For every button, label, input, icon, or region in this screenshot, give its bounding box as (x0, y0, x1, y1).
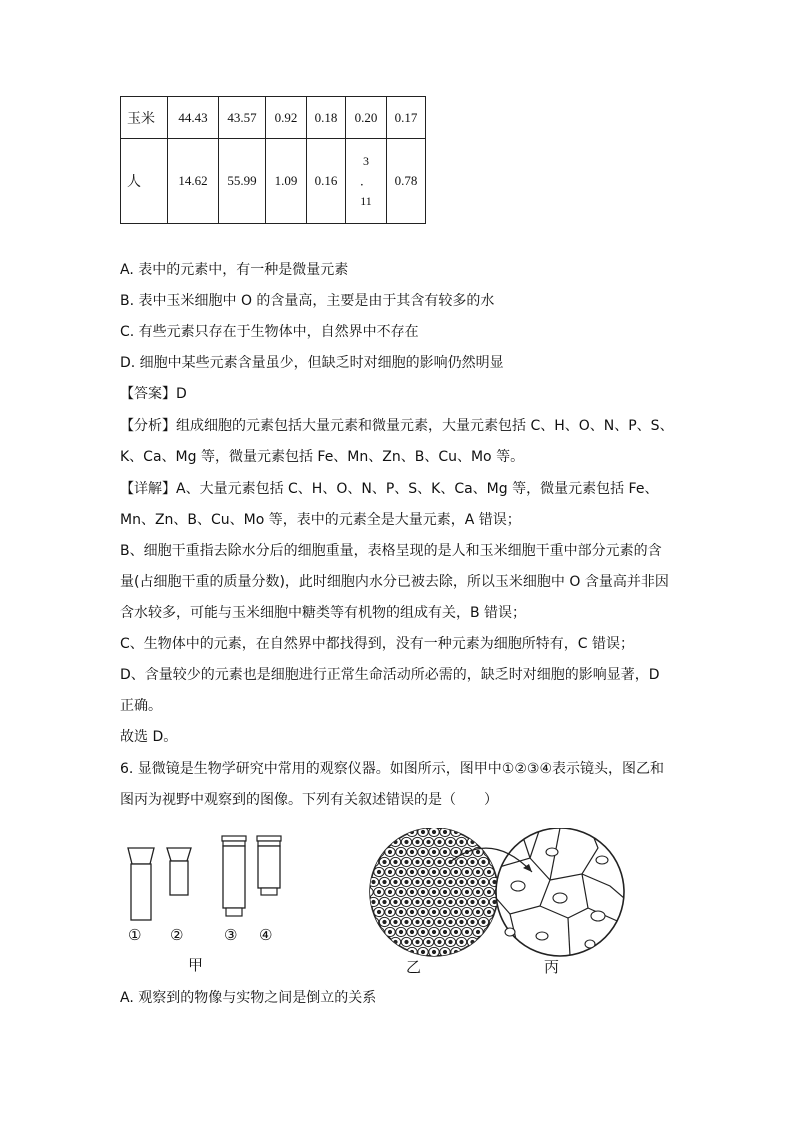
nucleus-icon (388, 890, 391, 893)
nucleus-icon (465, 870, 468, 873)
nucleus-icon (427, 900, 430, 903)
analysis-line: K、Ca、Mg 等，微量元素包括 Fe、Mn、Zn、B、Cu、Mo 等。 (120, 449, 525, 465)
stacked-digits: 11 (360, 194, 372, 208)
nucleus-icon (405, 840, 408, 843)
cell-icon (462, 828, 472, 837)
field-of-view-high-icon (496, 828, 624, 956)
figure-caption-jia: 甲 (188, 956, 204, 974)
nucleus-icon (482, 860, 485, 863)
nucleus-icon (476, 890, 479, 893)
nucleus-icon (493, 920, 496, 923)
nucleus-icon (377, 890, 380, 893)
cell-icon (363, 887, 373, 896)
row-label: 玉米 (121, 97, 168, 139)
lens-label-3: ③ (224, 926, 238, 944)
nucleus-icon (405, 900, 408, 903)
nucleus-icon (438, 840, 441, 843)
nucleus-icon (443, 870, 446, 873)
detail-line: C、生物体中的元素，在自然界中都找得到，没有一种元素为细胞所特有，C 错误； (120, 636, 634, 652)
nucleus-icon (438, 880, 441, 883)
table-cell: 14.62 (168, 139, 219, 224)
nucleus-icon (476, 850, 479, 853)
nucleus-icon (366, 890, 369, 893)
nucleus-icon (399, 910, 402, 913)
nucleus-icon (460, 900, 463, 903)
table-cell-stacked (346, 139, 387, 224)
nucleus-icon (471, 860, 474, 863)
microscope-figure (120, 828, 640, 978)
nucleus-icon (377, 850, 380, 853)
nucleus-icon (405, 860, 408, 863)
nucleus-icon (421, 910, 424, 913)
question6-option-a: A. 观察到的物像与实物之间是倒立的关系 (120, 990, 377, 1006)
nucleus-icon (383, 860, 386, 863)
answer-line: 【答案】D (120, 386, 187, 402)
nucleus-icon (449, 920, 452, 923)
nucleus-icon (410, 870, 413, 873)
nucleus-icon (427, 880, 430, 883)
nucleus-icon (482, 920, 485, 923)
nucleus-icon (410, 890, 413, 893)
nucleus-icon (449, 840, 452, 843)
nucleus-icon (460, 860, 463, 863)
nucleus-icon (449, 940, 452, 943)
detail-line: D、含量较少的元素也是细胞进行正常生命活动所必需的，缺乏时对细胞的影响显著，D (120, 667, 660, 683)
detail-line: 含水较多，可能与玉米细胞中糖类等有机物的组成有关，B 错误； (120, 605, 527, 621)
nucleus-icon (421, 930, 424, 933)
nucleus-icon (493, 860, 496, 863)
nucleus-icon (465, 950, 468, 953)
nucleus-icon (416, 940, 419, 943)
nucleus-icon (454, 930, 457, 933)
option-b: B. 表中玉米细胞中 O 的含量高，主要是由于其含有较多的水 (120, 293, 495, 309)
option-c: C. 有些元素只存在于生物体中，自然界中不存在 (120, 324, 419, 340)
nucleus-icon (383, 880, 386, 883)
nucleus-icon (388, 870, 391, 873)
nucleus-icon (399, 870, 402, 873)
table-cell: 44.43 (168, 97, 219, 139)
nucleus-icon (465, 930, 468, 933)
nucleus-icon (399, 830, 402, 833)
nucleus-icon (383, 920, 386, 923)
nucleus-icon (443, 890, 446, 893)
nucleus-icon (460, 920, 463, 923)
nucleus-icon (432, 910, 435, 913)
nucleus-icon (388, 910, 391, 913)
option-d: D. 细胞中某些元素含量虽少，但缺乏时对细胞的影响仍然明显 (120, 355, 504, 371)
nucleus-icon (438, 920, 441, 923)
nucleus-icon (471, 880, 474, 883)
nucleus-icon (460, 940, 463, 943)
detail-line: B、细胞干重指去除水分后的细胞重量，表格呈现的是人和玉米细胞干重中部分元素的含 (120, 543, 662, 559)
detail-line: 量(占细胞干重的质量分数)，此时细胞内水分已被去除，所以玉米细胞中 O 含量高并非因 (120, 574, 669, 590)
nucleus-icon (460, 880, 463, 883)
nucleus-icon (438, 940, 441, 943)
element-content-table (120, 96, 426, 224)
nucleus-icon (421, 950, 424, 953)
question6-line: 图丙为视野中观察到的图像。下列有关叙述错误的是（ ） (120, 792, 498, 808)
stacked-digit: 3 (363, 154, 369, 168)
nucleus-icon (377, 870, 380, 873)
table-cell: 0.92 (266, 97, 307, 139)
nucleus-icon (410, 910, 413, 913)
table-row-human (121, 139, 426, 224)
table-cell: 55.99 (219, 139, 266, 224)
nucleus-icon (427, 840, 430, 843)
cell-icon (374, 847, 384, 856)
nucleus-icon (427, 920, 430, 923)
nucleus-icon (482, 900, 485, 903)
option-a: A. 表中的元素中，有一种是微量元素 (120, 262, 349, 278)
nucleus-icon (493, 880, 496, 883)
nucleus-icon (416, 840, 419, 843)
table-row-corn (121, 97, 426, 139)
nucleus-icon (372, 900, 375, 903)
nucleus-icon (443, 830, 446, 833)
nucleus-icon (482, 880, 485, 883)
nucleus-icon (427, 940, 430, 943)
nucleus-icon (421, 890, 424, 893)
nucleus-icon (416, 880, 419, 883)
nucleus-icon (438, 860, 441, 863)
nucleus-icon (432, 830, 435, 833)
figure-caption-bing: 丙 (544, 958, 560, 976)
nucleus-icon (443, 950, 446, 953)
objective-long-icon (222, 836, 246, 916)
nucleus-icon (405, 880, 408, 883)
nucleus-icon (416, 860, 419, 863)
nucleus-icon (487, 910, 490, 913)
cell-icon (484, 927, 494, 936)
nucleus-icon (465, 910, 468, 913)
nucleus-icon (443, 850, 446, 853)
lens-label-2: ② (170, 926, 184, 944)
detail-line: 【详解】A、大量元素包括 C、H、O、N、P、S、K、Ca、Mg 等，微量元素包括 Fe、 (120, 481, 659, 497)
field-of-view-low-icon (363, 828, 505, 957)
nucleus-icon (399, 850, 402, 853)
nucleus-icon (388, 850, 391, 853)
nucleus-icon (383, 900, 386, 903)
nucleus-icon (487, 870, 490, 873)
nucleus-icon (493, 900, 496, 903)
stacked-dot: ． (359, 174, 372, 188)
table-cell: 0.16 (307, 139, 346, 224)
nucleus-icon (432, 950, 435, 953)
row-label: 人 (121, 139, 168, 224)
nucleus-icon (394, 900, 397, 903)
nucleus-icon (405, 920, 408, 923)
nucleus-icon (388, 930, 391, 933)
nucleus-icon (399, 930, 402, 933)
question6-line: 6. 显微镜是生物学研究中常用的观察仪器。如图所示，图甲中①②③④表示镜头，图乙和 (120, 761, 665, 777)
nucleus-icon (454, 910, 457, 913)
cell-icon (374, 927, 384, 936)
table-cell: 0.18 (307, 97, 346, 139)
nucleus-icon (372, 920, 375, 923)
nucleus-icon (471, 920, 474, 923)
nucleus-icon (432, 870, 435, 873)
nucleus-icon (416, 920, 419, 923)
lens-label-1: ① (128, 926, 142, 944)
nucleus-icon (438, 900, 441, 903)
detail-line: Mn、Zn、B、Cu、Mo 等，表中的元素全是大量元素，A 错误； (120, 512, 521, 528)
detail-line: 正确。 (120, 698, 162, 714)
nucleus-icon (465, 830, 468, 833)
nucleus-icon (377, 910, 380, 913)
nucleus-icon (377, 930, 380, 933)
nucleus-icon (454, 870, 457, 873)
cell-icon (396, 828, 406, 837)
nucleus-icon (421, 830, 424, 833)
nucleus-icon (366, 910, 369, 913)
nucleus-icon (487, 930, 490, 933)
table-cell: 0.78 (387, 139, 426, 224)
nucleus-icon (476, 870, 479, 873)
nucleus-icon (366, 870, 369, 873)
eyepiece-long-icon (128, 848, 154, 920)
nucleus-icon (394, 860, 397, 863)
nucleus-icon (471, 900, 474, 903)
nucleus-icon (372, 860, 375, 863)
nucleus-icon (449, 900, 452, 903)
eyepiece-short-icon (167, 848, 191, 895)
nucleus-icon (394, 920, 397, 923)
nucleus-icon (372, 880, 375, 883)
table-cell: 0.17 (387, 97, 426, 139)
nucleus-icon (421, 870, 424, 873)
nucleus-icon (432, 850, 435, 853)
nucleus-icon (449, 880, 452, 883)
analysis-line: 【分析】组成细胞的元素包括大量元素和微量元素，大量元素包括 C、H、O、N、P、S、 (120, 418, 674, 434)
nucleus-icon (454, 850, 457, 853)
table-cell: 43.57 (219, 97, 266, 139)
table-cell: 1.09 (266, 139, 307, 224)
nucleus-icon (394, 880, 397, 883)
table-cell: 0.20 (346, 97, 387, 139)
objective-short-icon (257, 836, 281, 895)
nucleus-icon (487, 890, 490, 893)
detail-line: 故选 D。 (120, 729, 178, 745)
nucleus-icon (487, 850, 490, 853)
nucleus-icon (416, 900, 419, 903)
nucleus-icon (432, 930, 435, 933)
nucleus-icon (410, 850, 413, 853)
nucleus-icon (460, 840, 463, 843)
lens-label-4: ④ (259, 926, 273, 944)
nucleus-icon (427, 860, 430, 863)
nucleus-icon (443, 910, 446, 913)
nucleus-icon (476, 910, 479, 913)
figure-caption-yi: 乙 (406, 958, 422, 976)
nucleus-icon (443, 930, 446, 933)
cell-icon (396, 947, 406, 956)
nucleus-icon (465, 890, 468, 893)
nucleus-icon (399, 890, 402, 893)
nucleus-icon (421, 850, 424, 853)
nucleus-icon (405, 940, 408, 943)
nucleus-icon (454, 890, 457, 893)
nucleus-icon (432, 890, 435, 893)
nucleus-icon (410, 930, 413, 933)
cell-icon (462, 947, 472, 956)
nucleus-icon (476, 930, 479, 933)
nucleus-icon (399, 950, 402, 953)
